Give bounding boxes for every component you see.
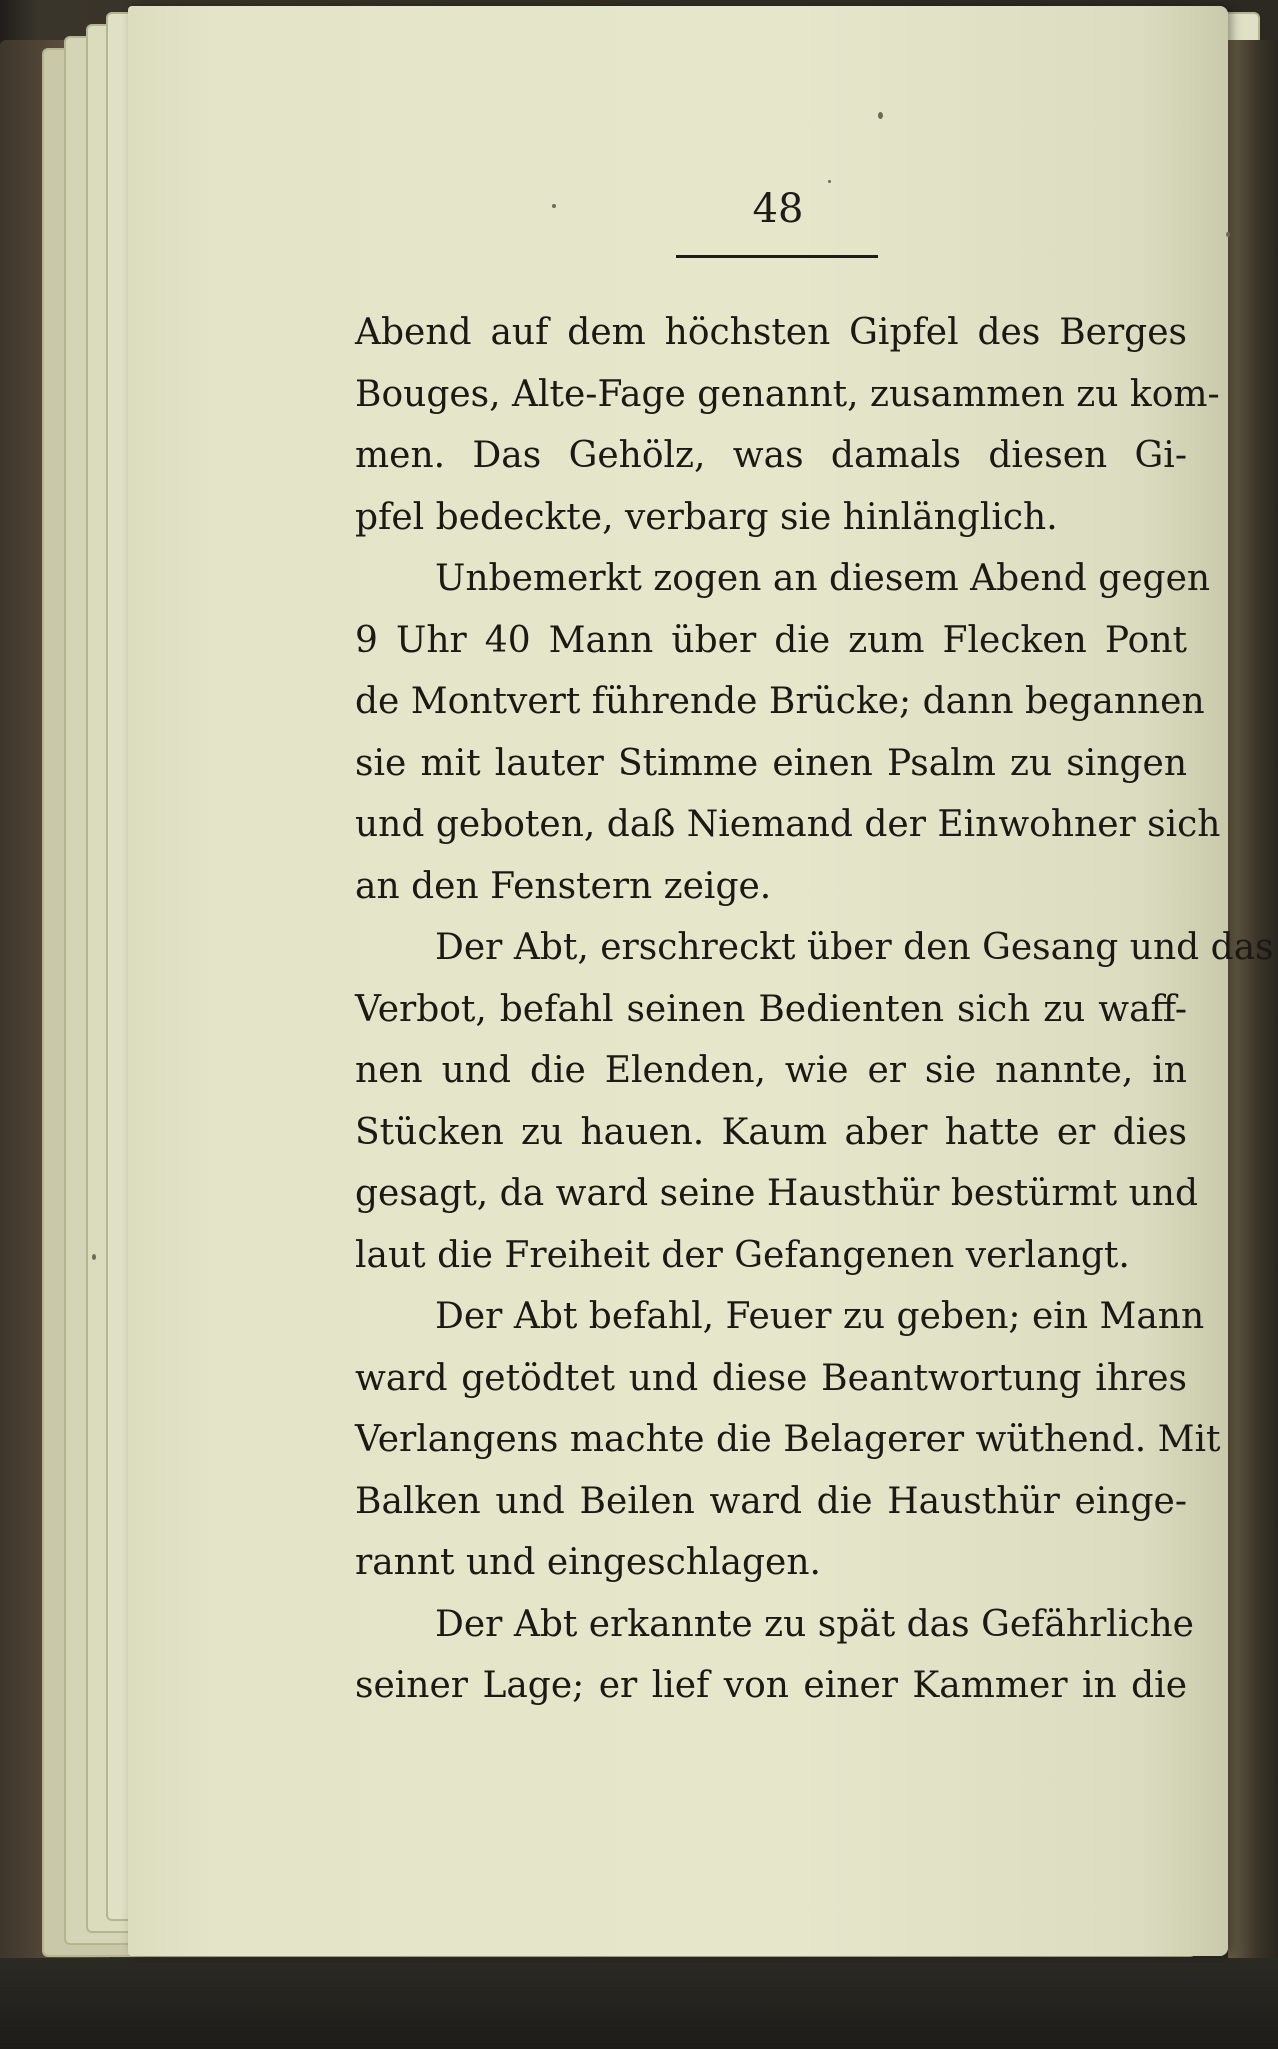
- text-line: laut die Freiheit der Gefangenen verlangt.: [355, 1234, 1130, 1276]
- text-line: men. Das Gehölz, was damals diesen Gi-: [355, 435, 1187, 476]
- text-line: Stücken zu hauen. Kaum aber hatte er dies: [355, 1111, 1187, 1153]
- text-line: de Montvert führende Brücke; dann begannen: [355, 681, 1205, 722]
- header-rule: [676, 255, 878, 258]
- book-bottom-edge: [0, 1958, 1278, 2049]
- paper-speck: [92, 1254, 96, 1260]
- text-line: Verbot, befahl seinen Bedienten sich zu waff-: [355, 988, 1187, 1030]
- text-line: pfel bedeckte, verbarg sie hinlänglich.: [355, 496, 1058, 538]
- body-text: [355, 302, 1274, 1717]
- text-line: seiner Lage; er lief von einer Kammer in die: [355, 1665, 1187, 1706]
- text-line: nen und die Elenden, wie er sie nannte, in: [355, 1050, 1187, 1091]
- text-line: Bouges, Alte-Fage genannt, zusammen zu kom-: [355, 373, 1220, 415]
- text-line: Unbemerkt zogen an diesem Abend gegen: [435, 558, 1211, 599]
- text-line: Der Abt befahl, Feuer zu geben; ein Mann: [435, 1296, 1205, 1337]
- book-spine-shadow: [1228, 40, 1278, 1960]
- page-number: 48: [752, 186, 804, 232]
- text-line: Abend auf dem höchsten Gipfel des Berges: [355, 312, 1187, 353]
- text-line: an den Fenstern zeige.: [355, 865, 772, 907]
- text-line: Verlangens machte die Belagerer wüthend. Mit: [355, 1419, 1221, 1460]
- text-line: 9 Uhr 40 Mann über die zum Flecken Pont: [355, 619, 1187, 661]
- text-line: Der Abt erkannte zu spät das Gefährliche: [435, 1603, 1194, 1645]
- paper-speck: [878, 112, 883, 119]
- text-line: Der Abt, erschreckt über den Gesang und das: [435, 927, 1274, 968]
- text-line: Balken und Beilen ward die Hausthür einge-: [355, 1480, 1187, 1522]
- paper-speck: [552, 204, 556, 208]
- text-line: rannt und eingeschlagen.: [355, 1542, 821, 1583]
- text-line: ward getödtet und diese Beantwortung ihres: [355, 1357, 1187, 1399]
- text-line: und geboten, daß Niemand der Einwohner sich: [355, 804, 1221, 845]
- text-line: gesagt, da ward seine Hausthür bestürmt und: [355, 1173, 1198, 1214]
- text-line: sie mit lauter Stimme einen Psalm zu singen: [355, 742, 1187, 784]
- paper-speck: [1226, 232, 1230, 237]
- paper-speck: [828, 180, 831, 183]
